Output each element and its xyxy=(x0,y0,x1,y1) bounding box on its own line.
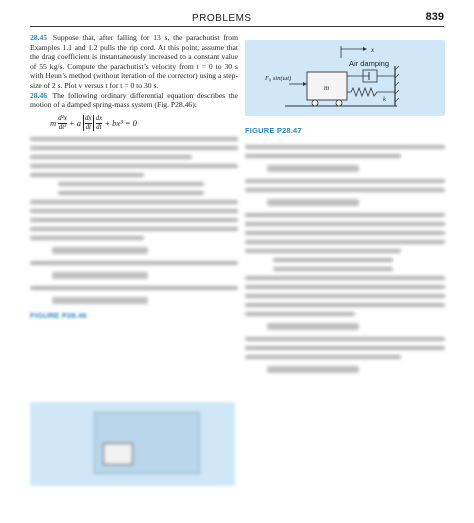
left-column xyxy=(30,33,238,320)
abs-derivative xyxy=(83,115,94,132)
first-derivative xyxy=(96,115,103,132)
problem-text: The following ordinary differential equation describes the motion of a damped spring-mass system (Fig. P28.46): xyxy=(30,90,238,110)
figure-panel xyxy=(94,412,200,474)
eq-cubic-term: + bx³ = 0 xyxy=(104,118,137,129)
eq-numerator: dx xyxy=(84,113,92,122)
spring-label: k xyxy=(383,96,386,103)
spring-mass-diagram xyxy=(245,40,445,116)
eq-a-term: + a xyxy=(68,118,81,129)
spring xyxy=(347,88,395,96)
x-arrowhead xyxy=(363,47,367,51)
problem-28-46 xyxy=(30,91,238,110)
air-damping-label: Air damping xyxy=(349,59,390,68)
x-label: x xyxy=(371,46,375,54)
wheel xyxy=(312,100,318,106)
problem-text: Suppose that, after falling for 13 s, the parachutist from Examples 1.1 and 1.2 pulls the rip cord. At this point, assume that the drag coefficient is instantaneously increased to a constant value of 55 kg/s. Compute the parachutist’s velocity from t = 0 to 30 s with Heun’s method (without iteration of the corrector) using a step-size of 2 s. Plot v versus t for t = 0 to 30 s. xyxy=(30,33,238,90)
figure-p28-47 xyxy=(245,40,445,116)
ode-equation xyxy=(50,115,238,132)
blurred-body-text xyxy=(30,137,238,304)
eq-numerator: dx xyxy=(95,113,103,122)
running-title: PROBLEMS xyxy=(192,13,252,24)
problem-number: 28.45 xyxy=(30,33,48,42)
figure-p28-46 xyxy=(30,402,235,486)
page-number: 839 xyxy=(425,11,444,23)
eq-mass: m xyxy=(50,118,57,129)
eq-denominator: dt xyxy=(96,122,102,131)
problem-28-45 xyxy=(30,33,238,91)
right-column xyxy=(245,33,445,380)
second-derivative xyxy=(58,115,67,132)
blurred-body-text xyxy=(245,145,445,373)
eq-denominator: dt xyxy=(85,122,92,131)
mass-block xyxy=(103,443,133,465)
header-rule xyxy=(30,26,444,27)
problem-number: 28.46 xyxy=(30,90,48,100)
first-derivative xyxy=(85,115,92,132)
wheel xyxy=(336,100,342,106)
eq-numerator: d²x xyxy=(58,113,67,122)
figure-caption-p28-46: FIGURE P28.46 xyxy=(30,311,87,321)
eq-denominator: dt² xyxy=(58,122,67,131)
force-label: F₀ sin(ωt) xyxy=(265,75,292,82)
figure-caption-p28-47: FIGURE P28.47 xyxy=(245,126,302,135)
mass-label: m xyxy=(324,84,330,92)
